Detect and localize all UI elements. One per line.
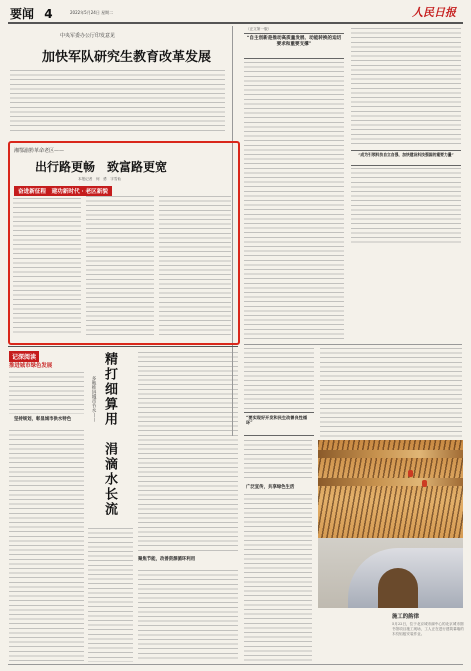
photo-beam (318, 450, 463, 458)
right-quote-box-2 (351, 150, 461, 166)
bottom-quote-box (244, 412, 314, 436)
right-quote: “自主创新是推动高质量发展、动能转换的迫切要求和重要支撑” (246, 36, 342, 47)
page-number: 4 (44, 7, 53, 21)
feature-body-col2 (86, 196, 154, 336)
header-rule (8, 22, 463, 24)
right-quote-box (244, 33, 344, 59)
right-body-col4 (244, 348, 314, 410)
feature-banner: 奋进新征程 建功新时代 · 老区新貌 (14, 186, 112, 196)
feature-headline: 出行路更畅 致富路更宽 (35, 160, 168, 174)
section-title (10, 5, 53, 22)
bottom-quote: “要实现好开发和民生改善良性循环” (246, 415, 308, 426)
water-body-3 (138, 570, 238, 662)
water-headline: 精打细算用 涓滴水长流 (102, 352, 117, 517)
sidebar-subhead: 坚持规划，彰显城市供水特色 (14, 417, 72, 422)
right-header-tag: （正文第一版） (246, 27, 272, 31)
top-story-body (10, 70, 225, 132)
sidebar-body-1 (9, 372, 84, 414)
right-body-col5 (320, 348, 462, 438)
issue-date: 2022年5月24日 星期二 (70, 10, 114, 15)
photo-worker (422, 480, 427, 487)
right-body-col1 (244, 62, 344, 342)
sidebar-body-2 (9, 430, 84, 662)
top-story-kicker: 中央军委办公厅印发意见 (60, 33, 116, 39)
sidebar-title: 推进城市绿色发展 (9, 363, 53, 369)
section-label: 要闻 (10, 7, 35, 21)
middle-body-2 (244, 494, 312, 662)
feature-body-col1 (13, 198, 81, 336)
water-kicker: 多地推进城市节水—— (91, 376, 96, 422)
right-body-col3 (351, 168, 461, 243)
newspaper-logo: 人民日报 (412, 6, 456, 19)
feature-body-col3 (159, 196, 231, 336)
feature-byline: 本报记者 何 勇 宇雪仙 (78, 177, 122, 181)
water-subhead: 聚焦节能，改善资源循环利用 (138, 557, 196, 562)
photo-beam (318, 478, 463, 486)
right-body-col2 (351, 28, 461, 146)
sidebar-tag: 记深阅读 (9, 351, 39, 362)
construction-photo (318, 440, 463, 608)
photo-caption-text: 5月22日，位于北京城市副中心的北京城市图书馆项目施工现场，工人正在进行建筑幕墙的木纹铝板安装作业。 (392, 622, 464, 636)
water-body-1 (138, 352, 238, 552)
photo-caption-title: 施工的韵律 (392, 614, 419, 620)
middle-subhead: 广泛宣传，共享绿色生活 (246, 485, 295, 490)
water-body-2 (88, 528, 133, 662)
top-story-headline: 加快军队研究生教育改革发展 (42, 50, 212, 65)
photo-arch (378, 568, 418, 608)
feature-kicker: 湘鄂渝黔革命老区—— (14, 148, 65, 154)
footer-rule (8, 664, 463, 665)
right-quote-2: “成为引领科技自立自强、加快建设科技强国的重要力量” (358, 152, 454, 157)
middle-body-1 (244, 440, 312, 480)
photo-worker (408, 470, 413, 477)
right-rule (244, 344, 462, 345)
lower-section-rule (8, 346, 238, 347)
